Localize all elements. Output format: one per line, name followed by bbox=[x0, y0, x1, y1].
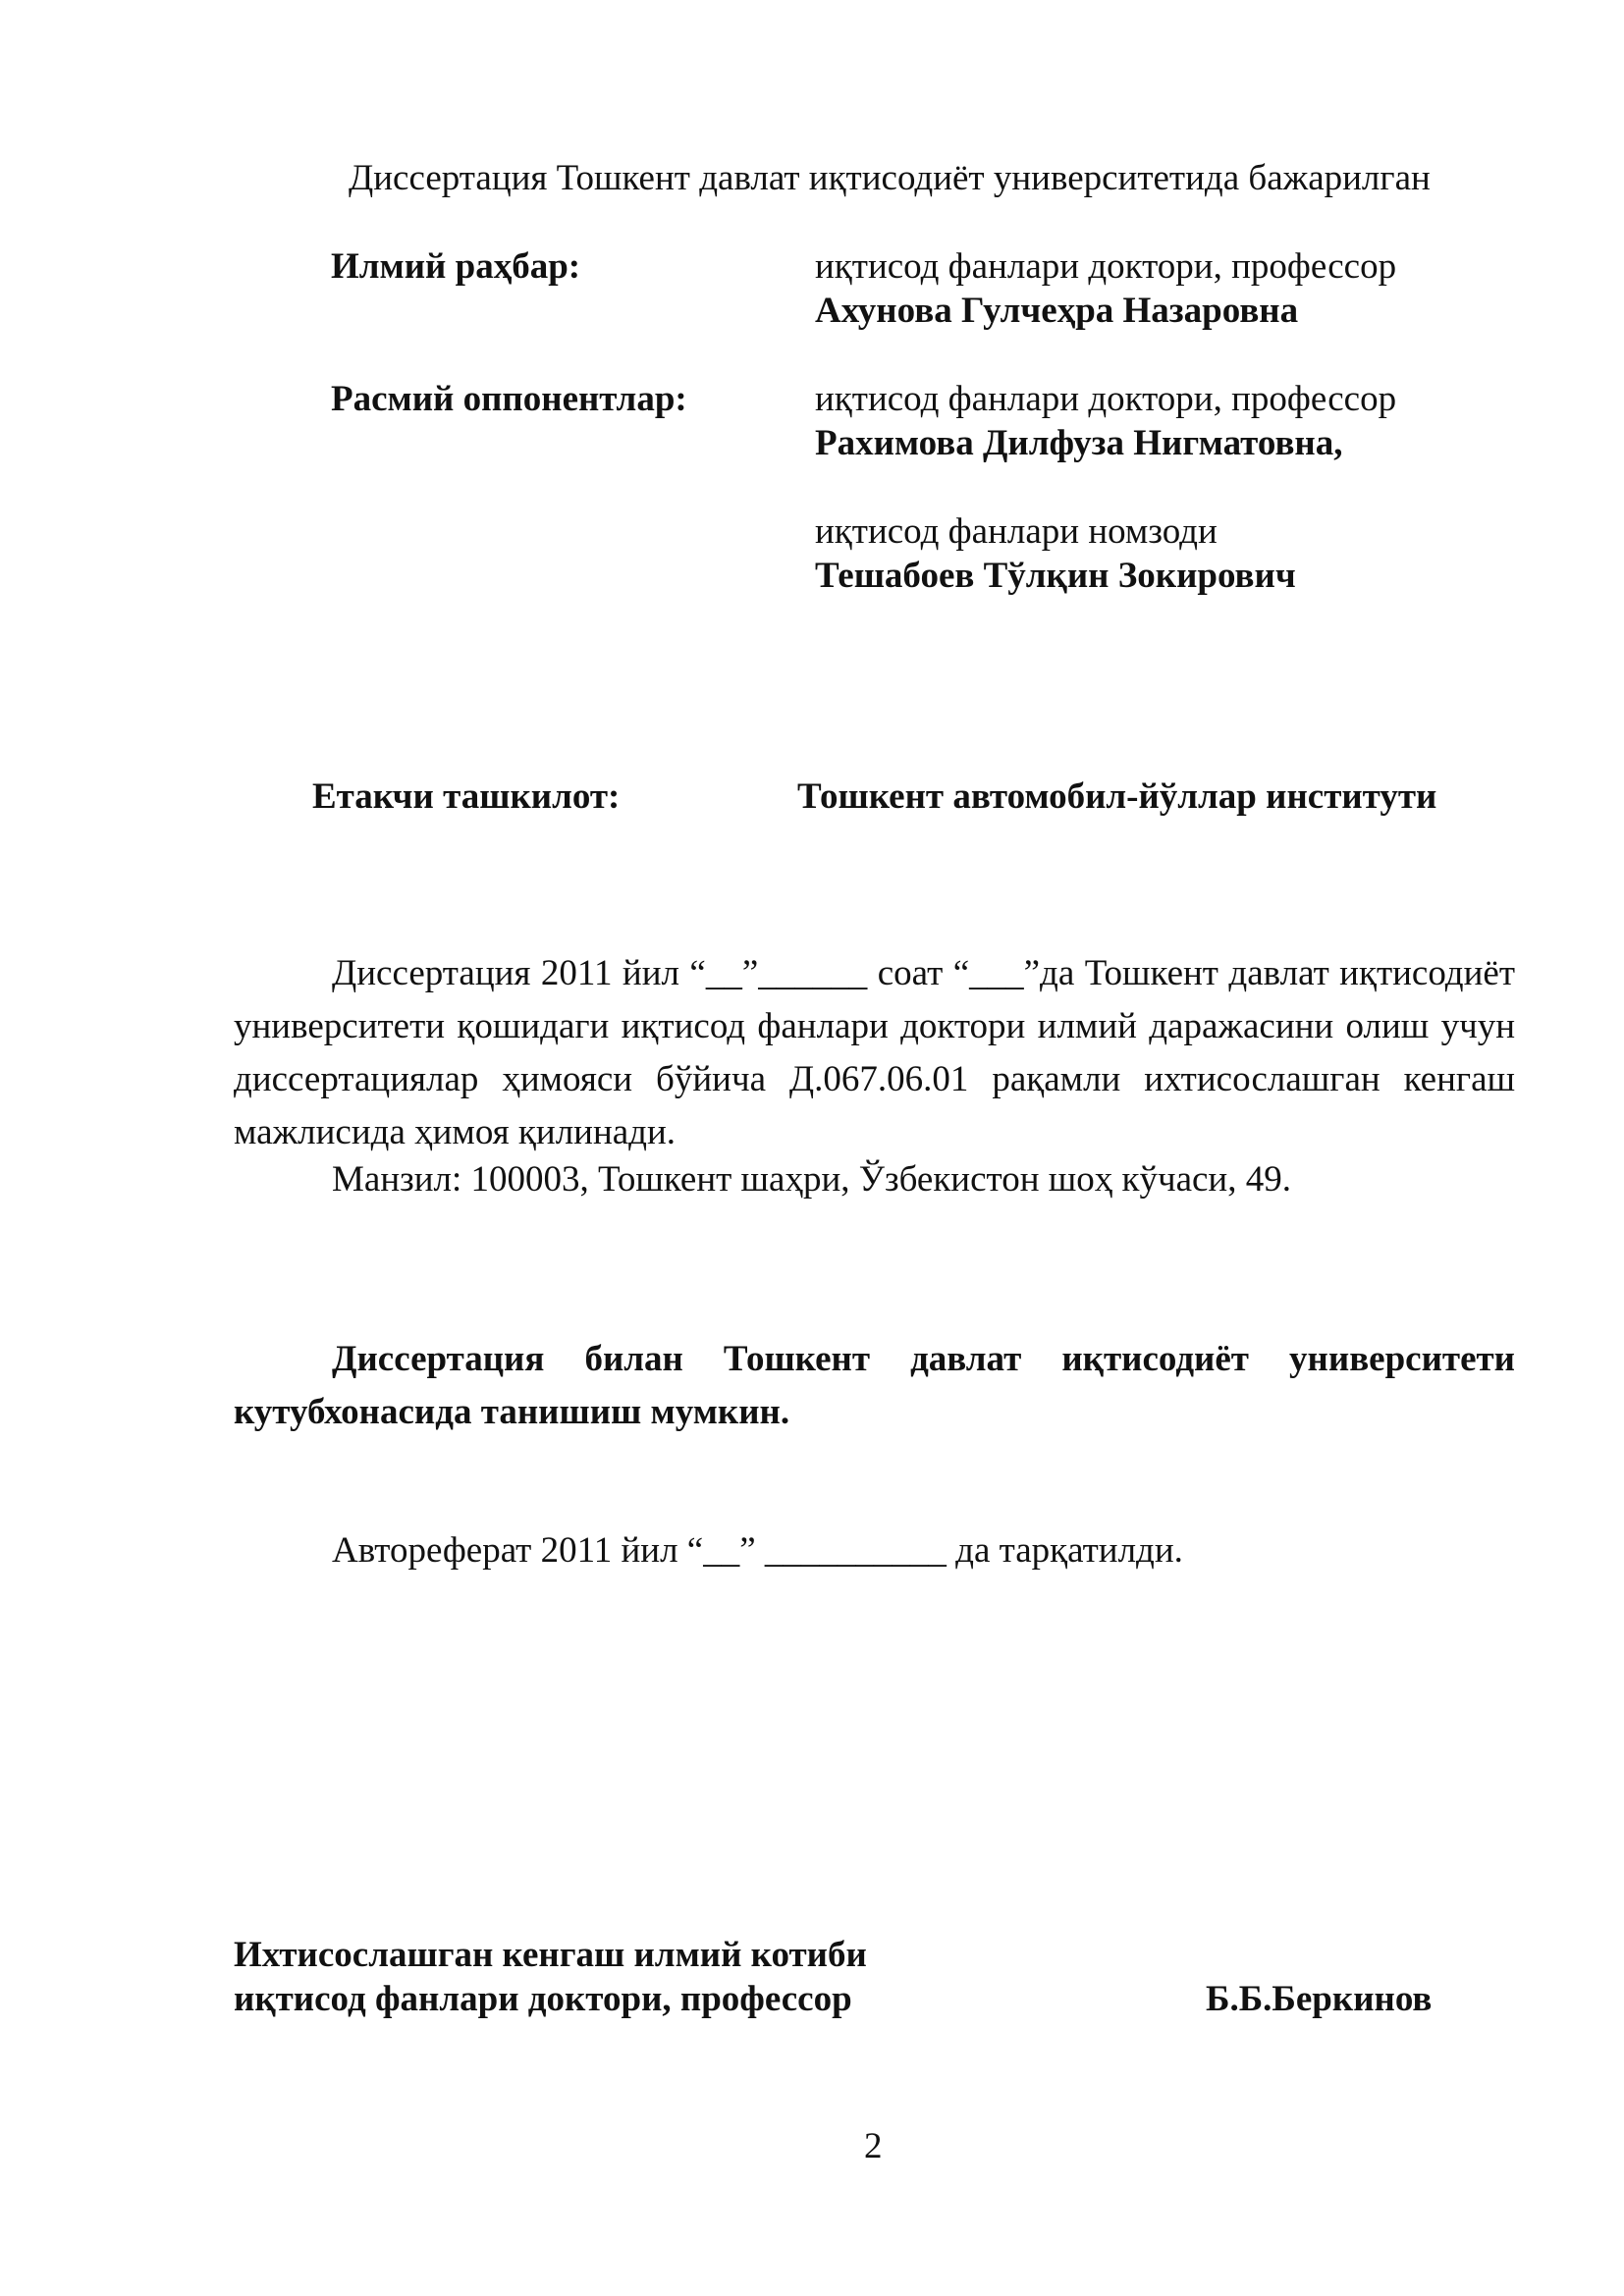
signature-line-1: Ихтисослашган кенгаш илмий котиби bbox=[234, 1935, 867, 1975]
defense-paragraph bbox=[234, 947, 1515, 1159]
page-number: 2 bbox=[864, 2126, 883, 2166]
header-line: Диссертация Тошкент давлат иқтисодиёт университетида бажарилган bbox=[349, 158, 1431, 198]
opponent-1-title: иқтисод фанлари доктори, профессор bbox=[815, 379, 1397, 419]
address-line: Манзил: 100003, Тошкент шаҳри, Ўзбекистон шоҳ кўчаси, 49. bbox=[332, 1159, 1291, 1200]
opponent-2-name: Тешабоев Тўлқин Зокирович bbox=[815, 556, 1296, 596]
signature-name: Б.Б.Беркинов bbox=[1206, 1979, 1433, 2019]
library-paragraph bbox=[234, 1333, 1515, 1439]
signature-line-2: иқтисод фанлари доктори, профессор bbox=[234, 1979, 852, 2019]
library-paragraph-text: Диссертация билан Тошкент давлат иқтисодиёт университети кутубхонасида танишиш мумкин. bbox=[234, 1339, 1515, 1432]
advisor-name: Ахунова Гулчеҳра Назаровна bbox=[815, 291, 1299, 331]
opponents-label: Расмий оппонентлар: bbox=[331, 379, 687, 419]
leading-org-value: Тошкент автомобил-йўллар институти bbox=[797, 776, 1437, 817]
defense-paragraph-text: Диссертация 2011 йил “__”______ соат “___”да Тошкент давлат иқтисодиёт университети қошидаги иқтисод фанлари доктори илмий даражасини олиш учун диссертациялар ҳимояси бўйича Д.067.06.01 рақамли ихтисослашган кенгаш мажлисида ҳимоя қилинади. bbox=[234, 953, 1515, 1152]
advisor-title: иқтисод фанлари доктори, профессор bbox=[815, 246, 1397, 287]
advisor-label: Илмий раҳбар: bbox=[331, 246, 581, 287]
opponent-2-title: иқтисод фанлари номзоди bbox=[815, 511, 1218, 552]
opponent-1-name: Рахимова Дилфуза Нигматовна, bbox=[815, 423, 1343, 463]
leading-org-label: Етакчи ташкилот: bbox=[312, 776, 621, 817]
abstract-line: Автореферат 2011 йил “__” __________ да тарқатилди. bbox=[332, 1530, 1183, 1571]
